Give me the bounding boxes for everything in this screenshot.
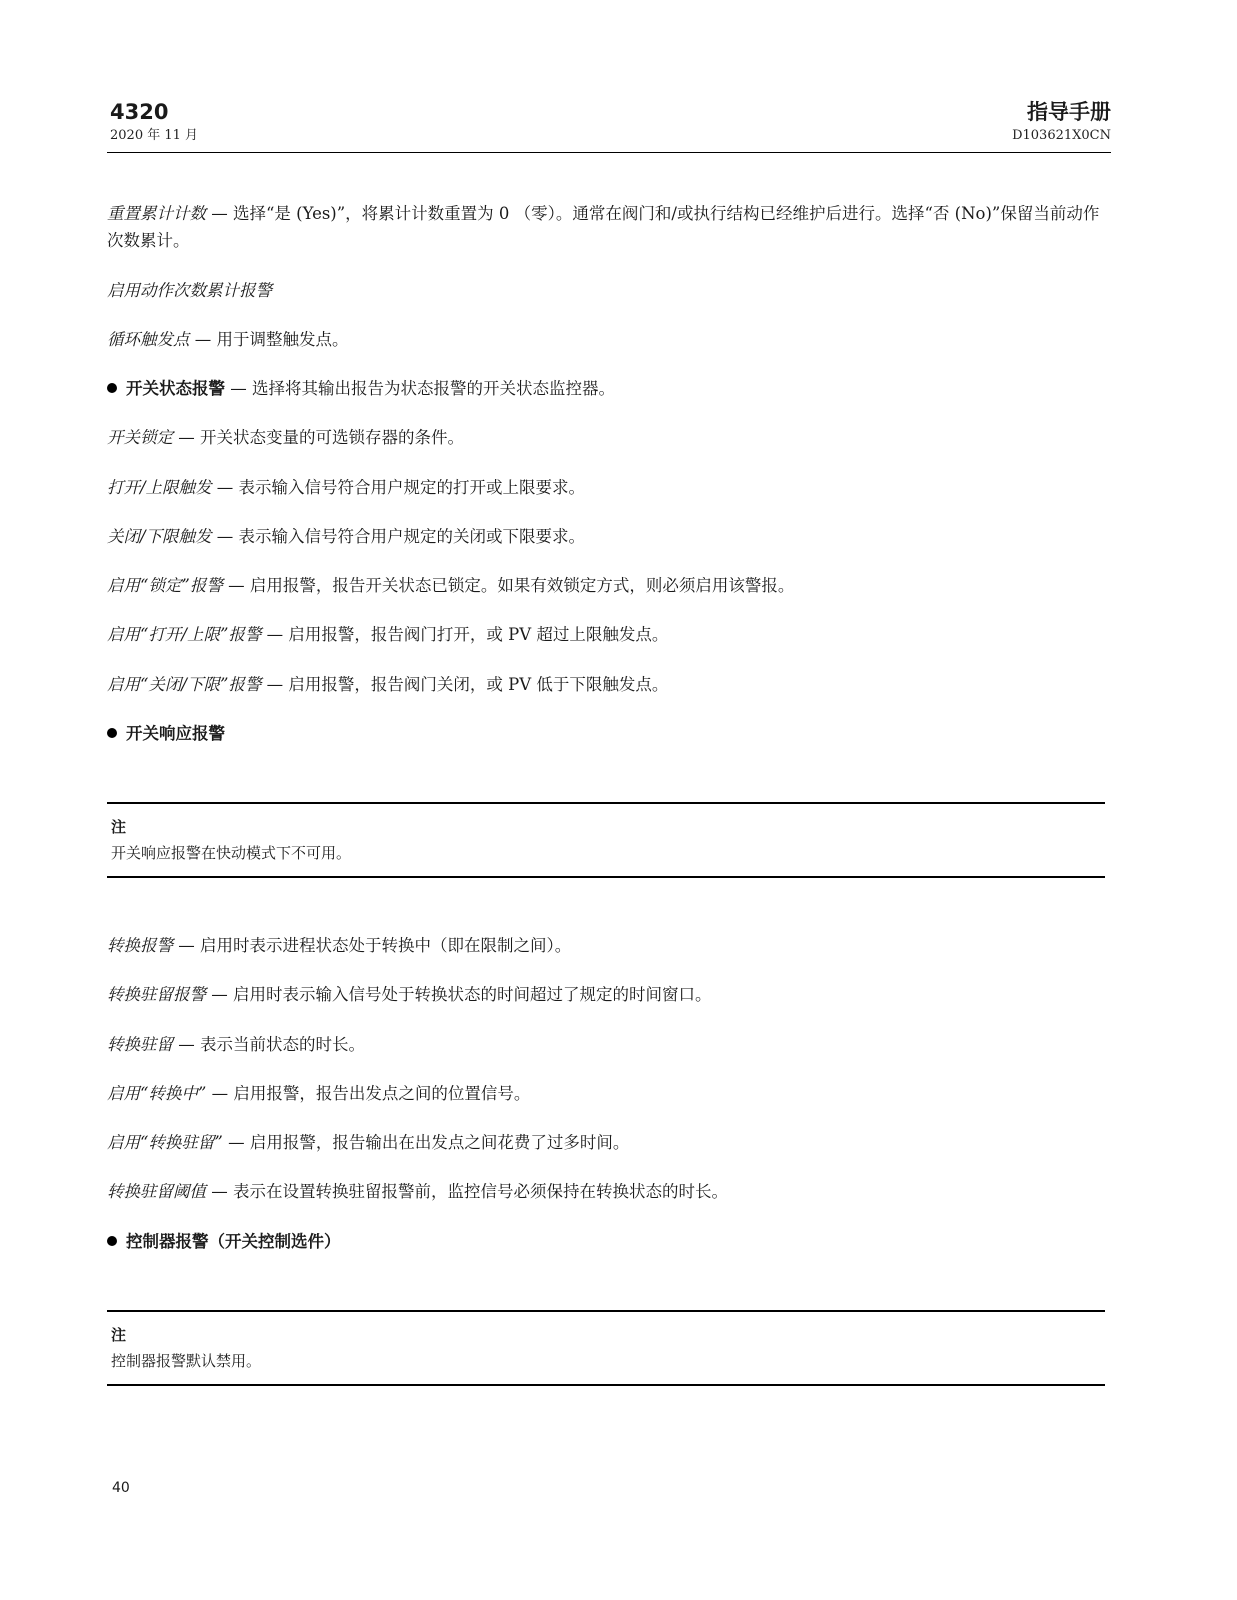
description: — 启用时表示输入信号处于转换状态的时间超过了规定的时间窗口。 — [206, 985, 712, 1004]
document-number: D103621X0CN — [1012, 128, 1111, 143]
paragraph-transition-alert — [107, 932, 1101, 959]
bullet-dot-icon — [107, 1236, 117, 1246]
paragraph-open-trigger — [107, 474, 1101, 501]
bullet-switch-status-alert — [107, 375, 615, 402]
description: — 用于调整触发点。 — [189, 330, 349, 349]
description: — 选择“是 (Yes)”，将累计计数重置为 0 （零）。通常在阀门和/或执行结构已经维护后进行。选择“否 (No)”保留当前动作次数累计。 — [107, 204, 1100, 250]
term: 启用“转换中” — [107, 1084, 207, 1103]
header-divider — [107, 152, 1111, 153]
note-label: 注 — [111, 818, 127, 836]
bullet-description: — 选择将其输出报告为状态报警的开关状态监控器。 — [225, 379, 615, 398]
header-right — [1012, 98, 1111, 146]
paragraph-enable-transition-dwell — [107, 1129, 1101, 1156]
term: 打开/上限触发 — [107, 478, 212, 497]
paragraph-enable-in-transition — [107, 1080, 1101, 1107]
bullet-dot-icon — [107, 383, 117, 393]
term: 转换驻留 — [107, 1035, 173, 1054]
note-label: 注 — [111, 1326, 127, 1344]
bullet-controller-alert — [107, 1228, 341, 1255]
description: — 表示当前状态的时长。 — [173, 1035, 365, 1054]
paragraph-transition-dwell — [107, 1031, 1101, 1058]
paragraph-enable-open-alert — [107, 621, 1101, 648]
bullet-dot-icon — [107, 728, 117, 738]
term: 启用动作次数累计报警 — [107, 281, 272, 300]
paragraph-close-trigger — [107, 523, 1101, 550]
term: 重置累计计数 — [107, 204, 206, 223]
description: — 表示输入信号符合用户规定的打开或上限要求。 — [211, 478, 586, 497]
term: 启用“锁定”报警 — [107, 576, 223, 595]
paragraph-transition-dwell-threshold — [107, 1178, 1101, 1205]
bullet-switch-response-alert — [107, 720, 225, 747]
term: 启用“转换驻留” — [107, 1133, 223, 1152]
note-text: 开关响应报警在快动模式下不可用。 — [111, 844, 352, 862]
description: — 启用报警，报告阀门关闭，或 PV 低于下限触发点。 — [261, 675, 669, 694]
paragraph-reset-count — [107, 200, 1101, 254]
description: — 表示在设置转换驻留报警前，监控信号必须保持在转换状态的时长。 — [206, 1182, 728, 1201]
term: 转换驻留阈值 — [107, 1182, 206, 1201]
paragraph-enable-cycle-alert — [107, 277, 1101, 304]
description: — 启用报警，报告出发点之间的位置信号。 — [206, 1084, 531, 1103]
note-text: 控制器报警默认禁用。 — [111, 1352, 262, 1370]
paragraph-enable-close-alert — [107, 671, 1101, 698]
page-number: 40 — [112, 1480, 130, 1496]
publication-date: 2020 年 11 月 — [110, 128, 199, 143]
term: 启用“打开/上限”报警 — [107, 625, 262, 644]
term: 转换报警 — [107, 936, 173, 955]
term: 关闭/下限触发 — [107, 527, 212, 546]
bullet-term: 开关状态报警 — [126, 379, 225, 398]
paragraph-switch-lock — [107, 424, 1101, 451]
bullet-term: 控制器报警（开关控制选件） — [126, 1232, 341, 1251]
header-left — [110, 98, 198, 146]
bullet-term: 开关响应报警 — [126, 724, 225, 743]
note-box — [107, 1310, 1105, 1386]
term: 循环触发点 — [107, 330, 190, 349]
term: 开关锁定 — [107, 428, 173, 447]
description: — 启用报警，报告阀门打开，或 PV 超过上限触发点。 — [261, 625, 669, 644]
paragraph-cycle-trigger — [107, 326, 1101, 353]
term: 启用“关闭/下限”报警 — [107, 675, 262, 694]
description: — 启用报警，报告开关状态已锁定。如果有效锁定方式，则必须启用该警报。 — [222, 576, 795, 595]
paragraph-transition-dwell-alert — [107, 981, 1101, 1008]
paragraph-enable-lock-alert — [107, 572, 1101, 599]
description: — 表示输入信号符合用户规定的关闭或下限要求。 — [211, 527, 586, 546]
description: — 开关状态变量的可选锁存器的条件。 — [173, 428, 464, 447]
description: — 启用报警，报告输出在出发点之间花费了过多时间。 — [222, 1133, 630, 1152]
term: 转换驻留报警 — [107, 985, 206, 1004]
note-box — [107, 802, 1105, 878]
model-number: 4320 — [110, 100, 169, 124]
document-title: 指导手册 — [1027, 100, 1111, 124]
description: — 启用时表示进程状态处于转换中（即在限制之间）。 — [173, 936, 572, 955]
